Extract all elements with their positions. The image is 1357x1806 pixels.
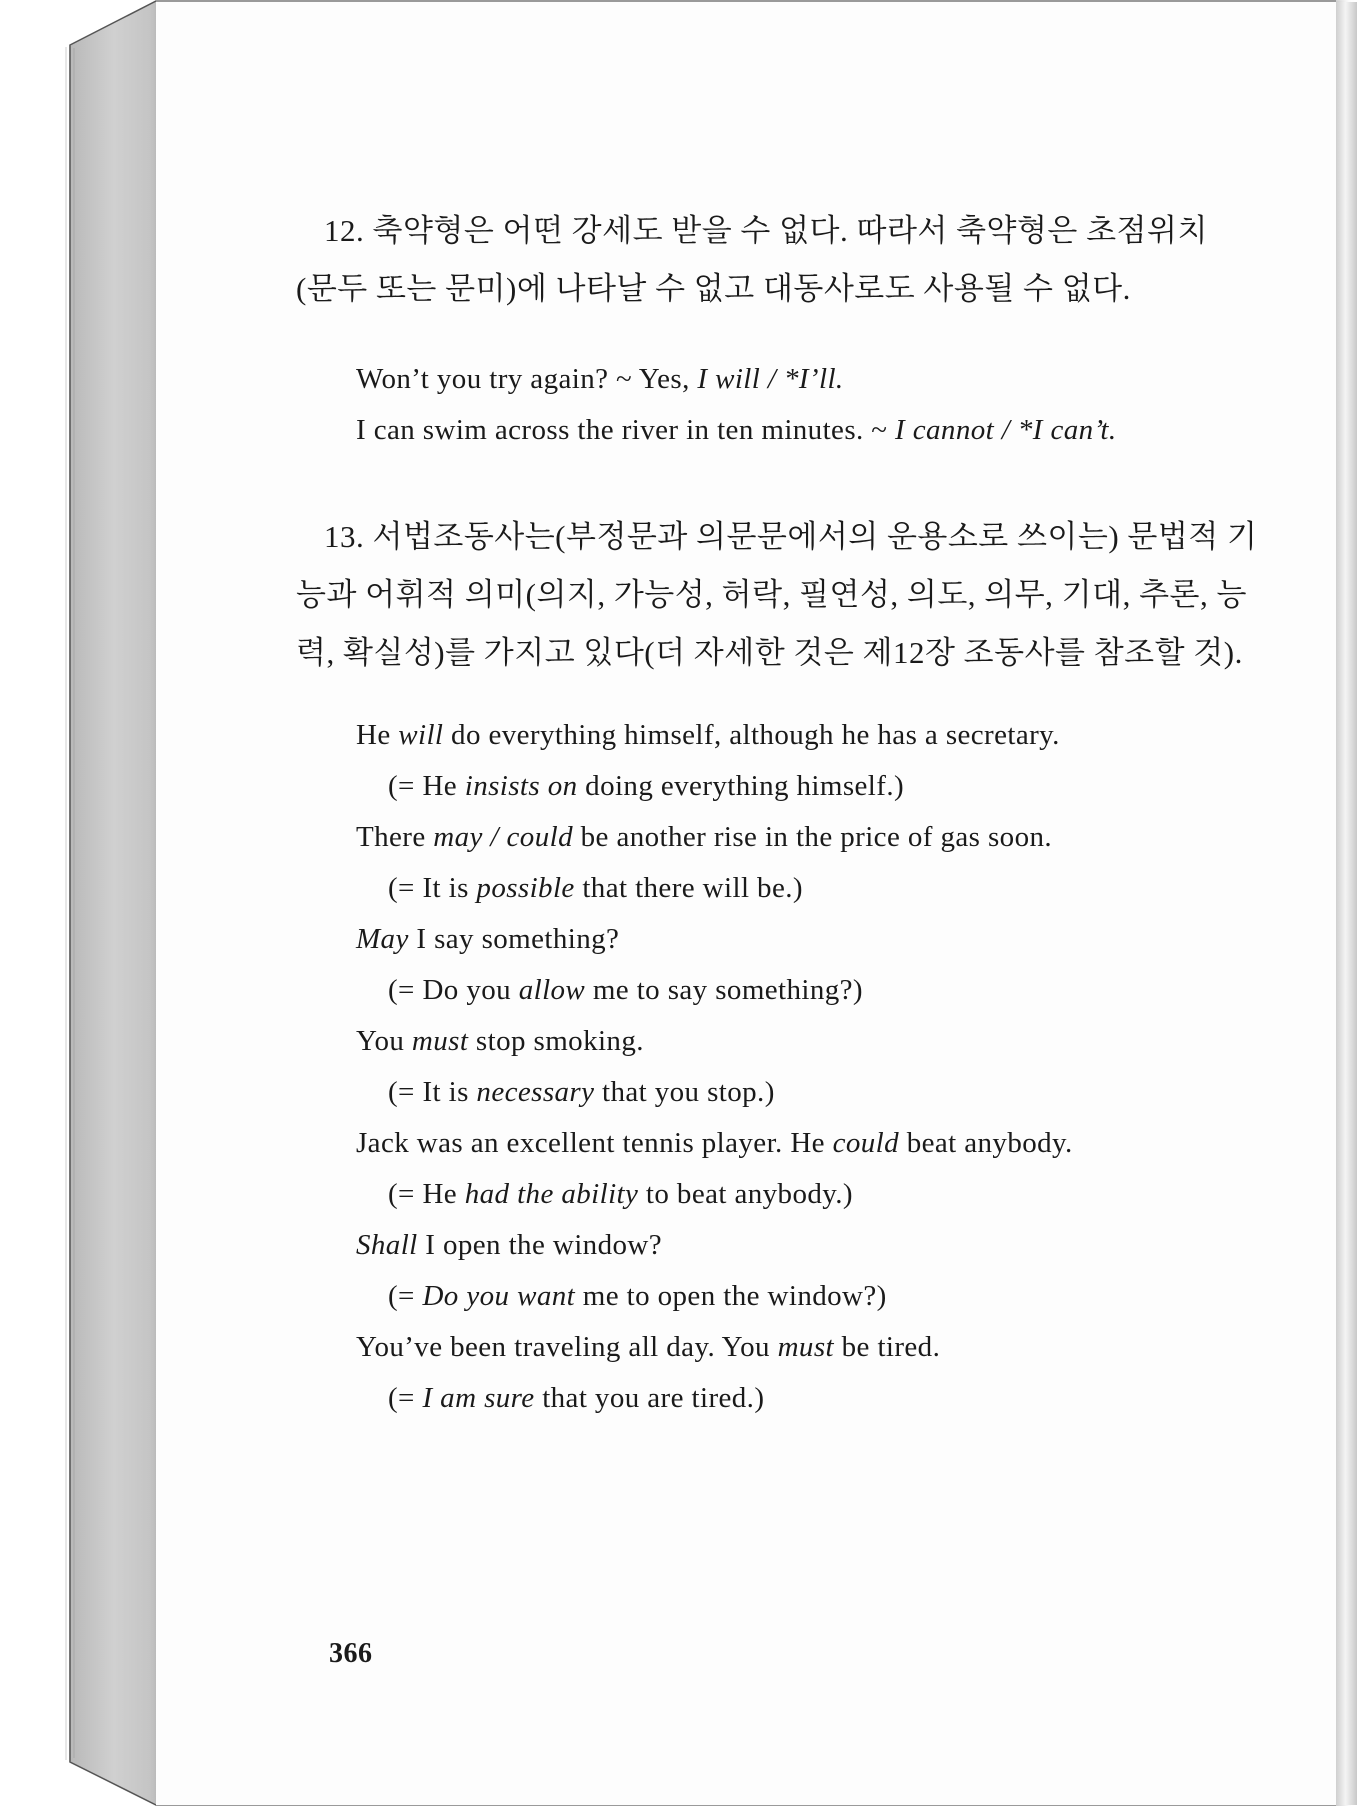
example-text: me to say something?) bbox=[585, 974, 863, 1006]
emphasis-text: necessary bbox=[476, 1076, 595, 1108]
emphasis-text: could bbox=[832, 1127, 900, 1159]
example-text: There bbox=[356, 821, 434, 853]
example-text: Jack was an excellent tennis player. He bbox=[356, 1127, 833, 1159]
book-spine-edge bbox=[0, 0, 170, 1806]
example-text: me to open the window?) bbox=[575, 1280, 887, 1312]
example-text: He bbox=[356, 719, 399, 751]
example-paraphrase bbox=[356, 761, 1073, 812]
example-text: that you are tired.) bbox=[534, 1382, 765, 1414]
example-sentence bbox=[356, 1118, 1073, 1169]
emphasis-text: will bbox=[398, 719, 444, 751]
page-number: 366 bbox=[329, 1638, 373, 1669]
page-edge-shadow bbox=[1336, 2, 1357, 1805]
example-text: (= He bbox=[388, 770, 465, 802]
example-paraphrase bbox=[356, 1067, 1073, 1118]
example-text: (= Do you bbox=[388, 974, 519, 1006]
emphasis-text: allow bbox=[518, 974, 586, 1006]
section-12-paragraph bbox=[296, 202, 1216, 318]
example-text: that you stop.) bbox=[594, 1076, 775, 1108]
emphasis-text: I will / *I’ll. bbox=[697, 363, 844, 395]
section-12-examples bbox=[356, 354, 1116, 456]
example-sentence bbox=[356, 710, 1073, 761]
emphasis-text: must bbox=[777, 1331, 834, 1363]
example-paraphrase bbox=[356, 965, 1073, 1016]
emphasis-text: may / could bbox=[433, 821, 573, 853]
example-sentence bbox=[356, 354, 1116, 405]
paragraph-line: 력, 확실성)를 가지고 있다(더 자세한 것은 제12장 조동사를 참조할 것). bbox=[296, 635, 1243, 670]
example-text: I can swim across the river in ten minutes. ~ bbox=[356, 414, 896, 446]
emphasis-text: insists on bbox=[464, 770, 578, 802]
page bbox=[156, 0, 1336, 1806]
example-text: that there will be.) bbox=[574, 872, 803, 904]
emphasis-text: May bbox=[356, 923, 409, 955]
example-sentence bbox=[356, 914, 1073, 965]
example-text: to beat anybody.) bbox=[638, 1178, 853, 1210]
example-text: (= bbox=[388, 1280, 423, 1312]
example-sentence bbox=[356, 1016, 1073, 1067]
emphasis-text: I am sure bbox=[422, 1382, 535, 1414]
example-text: (= He bbox=[388, 1178, 465, 1210]
example-text: be tired. bbox=[833, 1331, 941, 1363]
section-13-paragraph bbox=[296, 508, 1258, 682]
example-paraphrase bbox=[356, 863, 1073, 914]
example-text: stop smoking. bbox=[468, 1025, 644, 1057]
emphasis-text: Do you want bbox=[422, 1280, 576, 1312]
emphasis-text: Shall bbox=[356, 1229, 418, 1261]
example-text: Won’t you try again? ~ Yes, bbox=[356, 363, 698, 395]
example-text: (= bbox=[388, 1382, 423, 1414]
example-paraphrase bbox=[356, 1373, 1073, 1424]
example-text: I open the window? bbox=[417, 1229, 662, 1261]
example-sentence bbox=[356, 812, 1073, 863]
paragraph-line: 13. 서법조동사는(부정문과 의문문에서의 운용소로 쓰이는) 문법적 기 bbox=[324, 519, 1258, 554]
example-sentence bbox=[356, 1322, 1073, 1373]
example-paraphrase bbox=[356, 1271, 1073, 1322]
emphasis-text: I cannot / *I can’t. bbox=[895, 414, 1117, 446]
paragraph-line: 능과 어휘적 의미(의지, 가능성, 허락, 필연성, 의도, 의무, 기대, 추론, 능 bbox=[296, 577, 1247, 612]
section-13-examples bbox=[356, 710, 1073, 1424]
example-text: be another rise in the price of gas soon. bbox=[572, 821, 1053, 853]
emphasis-text: possible bbox=[476, 872, 575, 904]
paragraph-line: (문두 또는 문미)에 나타날 수 없고 대동사로도 사용될 수 없다. bbox=[296, 271, 1131, 306]
example-text: do everything himself, although he has a secretary. bbox=[443, 719, 1060, 751]
example-text: beat anybody. bbox=[899, 1127, 1073, 1159]
paragraph-line: 12. 축약형은 어떤 강세도 받을 수 없다. 따라서 축약형은 초점위치 bbox=[324, 213, 1208, 248]
emphasis-text: must bbox=[411, 1025, 469, 1057]
example-text: (= It is bbox=[388, 872, 477, 904]
example-text: I say something? bbox=[408, 923, 620, 955]
example-text: You’ve been traveling all day. You bbox=[356, 1331, 778, 1363]
example-text: doing everything himself.) bbox=[577, 770, 905, 802]
example-sentence bbox=[356, 1220, 1073, 1271]
emphasis-text: had the ability bbox=[464, 1178, 639, 1210]
example-paraphrase bbox=[356, 1169, 1073, 1220]
example-text: You bbox=[356, 1025, 412, 1057]
example-sentence bbox=[356, 405, 1116, 456]
example-text: (= It is bbox=[388, 1076, 477, 1108]
